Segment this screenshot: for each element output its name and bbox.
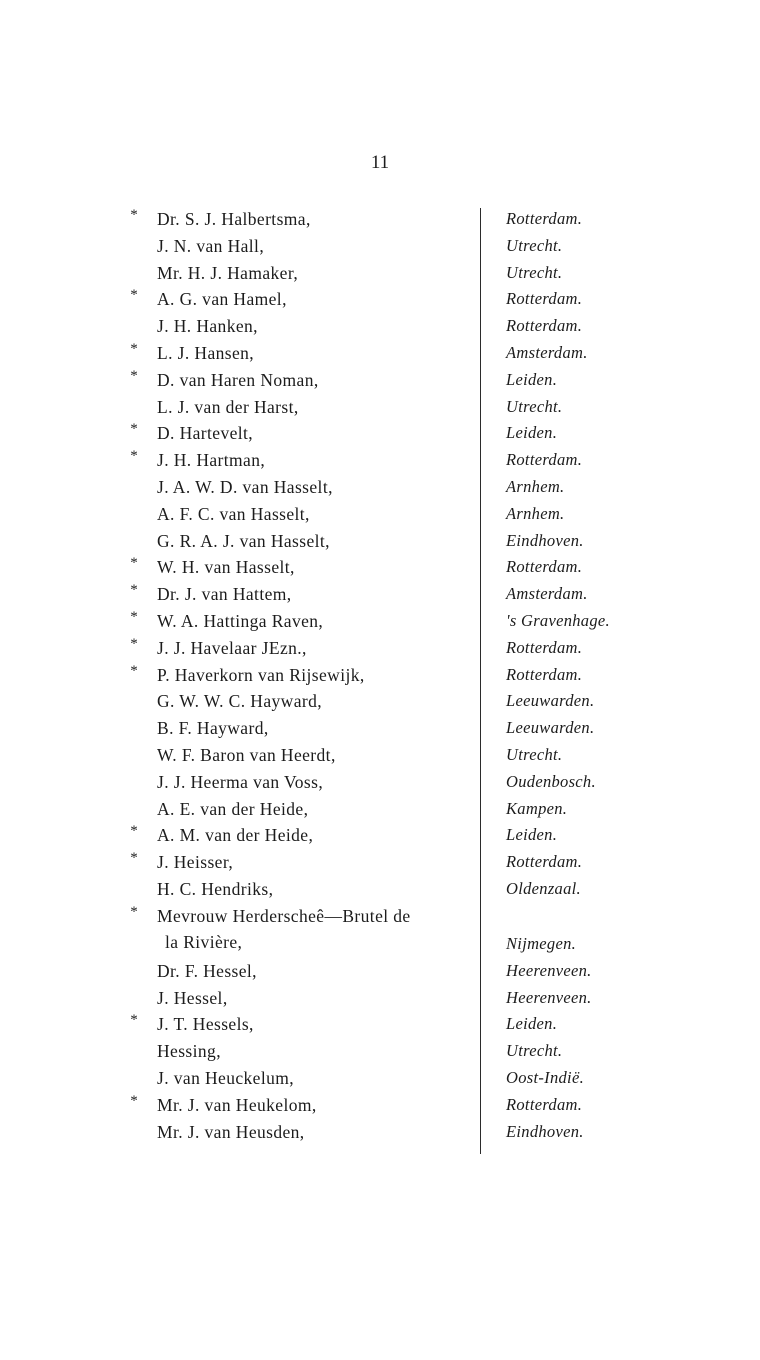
- member-name-text: J. H. Hanken,: [157, 316, 258, 337]
- member-name-text: J. Hessel,: [157, 987, 228, 1008]
- list-item: [0, 1011, 760, 1038]
- member-city: Rotterdam.: [506, 289, 583, 309]
- member-name-text: J. N. van Hall,: [157, 235, 265, 256]
- member-city: Arnhem.: [506, 503, 565, 523]
- member-name-text: J. Heisser,: [157, 852, 234, 873]
- list-item: [0, 715, 760, 742]
- member-city: Rotterdam.: [506, 209, 583, 228]
- member-name-text: W. H. van Hasselt,: [157, 557, 295, 578]
- member-name: [157, 367, 472, 393]
- list-item: [0, 1119, 760, 1146]
- member-name: [157, 688, 472, 714]
- member-city: Kampen.: [506, 798, 568, 818]
- member-name: [157, 1038, 472, 1064]
- member-city: Oldenzaal.: [506, 878, 581, 898]
- member-city: 's Gravenhage.: [506, 610, 610, 630]
- list-item: [0, 796, 760, 823]
- member-city: Arnhem.: [506, 476, 565, 496]
- member-name-text: G. W. W. C. Hayward,: [157, 691, 323, 712]
- member-city: Oost-Indië.: [506, 1067, 584, 1087]
- member-name-text: D. van Haren Noman,: [157, 369, 319, 390]
- member-name-text: L. J. van der Harst,: [157, 396, 299, 417]
- asterisk-marker: *: [130, 448, 138, 465]
- member-name-text: Mr. J. van Heukelom,: [157, 1094, 317, 1115]
- member-city: Oudenbosch.: [506, 771, 596, 791]
- member-city: Rotterdam.: [506, 664, 583, 684]
- asterisk-marker: *: [130, 903, 138, 920]
- member-name-text: A. F. C. van Hasselt,: [157, 503, 310, 524]
- member-name-text: J. J. Heerma van Voss,: [157, 771, 324, 792]
- list-item: [0, 608, 760, 635]
- list-item: [0, 206, 760, 233]
- list-item: [0, 260, 760, 287]
- member-name-text: A. E. van der Heide,: [157, 798, 309, 819]
- list-item: [0, 447, 760, 474]
- member-name: [157, 903, 472, 955]
- list-item: [0, 501, 760, 528]
- list-item: [0, 474, 760, 501]
- member-name-text: Mevrouw Herderscheê—Brutel de: [157, 905, 411, 926]
- member-name: [157, 260, 472, 286]
- member-city: Amsterdam.: [506, 342, 588, 362]
- member-city: Leiden.: [506, 423, 558, 443]
- page-number: 11: [370, 152, 390, 173]
- list-item: [0, 1065, 760, 1092]
- list-item: [0, 876, 760, 903]
- member-name: [157, 985, 472, 1011]
- list-item: [0, 233, 760, 260]
- list-item: [0, 420, 760, 447]
- member-name: [157, 286, 472, 312]
- member-name: [157, 796, 472, 822]
- asterisk-marker: *: [130, 1012, 138, 1029]
- asterisk-marker: *: [130, 207, 138, 223]
- asterisk-marker: *: [130, 340, 138, 357]
- member-name-text: Hessing,: [157, 1041, 221, 1062]
- member-name: [157, 608, 472, 634]
- member-name-text: L. J. Hansen,: [157, 342, 255, 363]
- list-item: [0, 688, 760, 715]
- member-name: [157, 958, 472, 984]
- member-name-text: W. F. Baron van Heerdt,: [157, 744, 336, 765]
- member-name: [157, 474, 472, 500]
- asterisk-marker: *: [130, 582, 138, 599]
- member-name-text: P. Haverkorn van Rijsewijk,: [157, 664, 365, 685]
- member-city: Leiden.: [506, 1014, 558, 1034]
- member-name: [157, 849, 472, 875]
- member-city: Heerenveen.: [506, 960, 592, 980]
- asterisk-marker: *: [130, 662, 138, 679]
- list-item: [0, 394, 760, 421]
- list-item: [0, 958, 760, 985]
- member-name: [157, 1119, 472, 1145]
- member-city: Eindhoven.: [506, 530, 584, 550]
- list-item: [0, 286, 760, 313]
- member-city: Utrecht.: [506, 262, 563, 282]
- member-city: Utrecht.: [506, 1041, 563, 1061]
- member-city: Leiden.: [506, 369, 558, 389]
- list-item: [0, 367, 760, 394]
- member-city: Eindhoven.: [506, 1121, 584, 1141]
- list-item: [0, 528, 760, 555]
- member-name-text: A. G. van Hamel,: [157, 289, 287, 310]
- list-item: [0, 635, 760, 662]
- member-name-text: H. C. Hendriks,: [157, 878, 274, 899]
- list-item: [0, 662, 760, 689]
- member-city: Rotterdam.: [506, 852, 583, 872]
- member-city: Rotterdam.: [506, 450, 583, 470]
- list-item: [0, 581, 760, 608]
- member-name: [157, 876, 472, 902]
- asterisk-marker: *: [130, 287, 138, 304]
- member-name-continuation: la Rivière,: [165, 931, 243, 952]
- member-name-text: J. T. Hessels,: [157, 1014, 254, 1035]
- asterisk-marker: *: [130, 367, 138, 384]
- member-name: [157, 394, 472, 420]
- member-name: [157, 769, 472, 795]
- member-name-text: Dr. F. Hessel,: [157, 960, 257, 981]
- member-name: [157, 447, 472, 473]
- member-city: Rotterdam.: [506, 637, 583, 657]
- member-city: Rotterdam.: [506, 557, 583, 577]
- member-name: [157, 501, 472, 527]
- member-city: Utrecht.: [506, 235, 563, 255]
- asterisk-marker: *: [130, 635, 138, 652]
- asterisk-marker: *: [130, 555, 138, 572]
- member-city: Amsterdam.: [506, 584, 588, 604]
- member-name-text: Mr. J. van Heusden,: [157, 1121, 305, 1142]
- member-city: Rotterdam.: [506, 316, 583, 336]
- member-name-text: Dr. S. J. Halbertsma,: [157, 209, 311, 229]
- member-city: Leeuwarden.: [506, 691, 595, 711]
- member-name: [157, 554, 472, 580]
- list-item: [0, 822, 760, 849]
- list-item: [0, 313, 760, 340]
- list-item: [0, 985, 760, 1012]
- member-name: [157, 635, 472, 661]
- list-item: [0, 1092, 760, 1119]
- member-name-text: J. H. Hartman,: [157, 450, 266, 471]
- member-name: [157, 1092, 472, 1118]
- asterisk-marker: *: [130, 1092, 138, 1109]
- asterisk-marker: *: [130, 421, 138, 438]
- member-name: [157, 420, 472, 446]
- member-name: [157, 822, 472, 848]
- member-city: Leiden.: [506, 825, 558, 845]
- list-item: [0, 554, 760, 581]
- member-name: [157, 715, 472, 741]
- member-name: [157, 233, 472, 259]
- member-city: Leeuwarden.: [506, 718, 595, 738]
- member-name-text: J. J. Havelaar JEzn.,: [157, 637, 307, 658]
- list-item: [0, 903, 760, 958]
- asterisk-marker: *: [130, 823, 138, 840]
- member-name: [157, 313, 472, 339]
- member-name: [157, 528, 472, 554]
- member-name-text: D. Hartevelt,: [157, 423, 254, 444]
- member-name: [157, 1065, 472, 1091]
- member-name-text: W. A. Hattinga Raven,: [157, 610, 324, 631]
- member-name: [157, 581, 472, 607]
- asterisk-marker: *: [130, 608, 138, 625]
- member-name: [157, 662, 472, 688]
- list-item: [0, 769, 760, 796]
- member-city: Nijmegen.: [506, 933, 577, 953]
- list-item: [0, 849, 760, 876]
- member-name-text: B. F. Hayward,: [157, 718, 269, 739]
- member-name: [157, 206, 472, 232]
- member-list: [0, 206, 760, 1145]
- asterisk-marker: *: [130, 850, 138, 867]
- member-name-text: J. A. W. D. van Hasselt,: [157, 476, 333, 497]
- list-item: [0, 1038, 760, 1065]
- list-item: [0, 742, 760, 769]
- list-item: [0, 340, 760, 367]
- member-name-text: Mr. H. J. Hamaker,: [157, 262, 299, 283]
- member-name-text: A. M. van der Heide,: [157, 825, 314, 846]
- member-name-text: J. van Heuckelum,: [157, 1067, 295, 1088]
- member-name-text: Dr. J. van Hattem,: [157, 584, 292, 605]
- member-name: [157, 742, 472, 768]
- member-name-text: G. R. A. J. van Hasselt,: [157, 530, 330, 551]
- member-name: [157, 1011, 472, 1037]
- member-name: [157, 340, 472, 366]
- member-city: Rotterdam.: [506, 1094, 583, 1114]
- member-city: Utrecht.: [506, 744, 563, 764]
- member-city: Utrecht.: [506, 396, 563, 416]
- member-city: Heerenveen.: [506, 987, 592, 1007]
